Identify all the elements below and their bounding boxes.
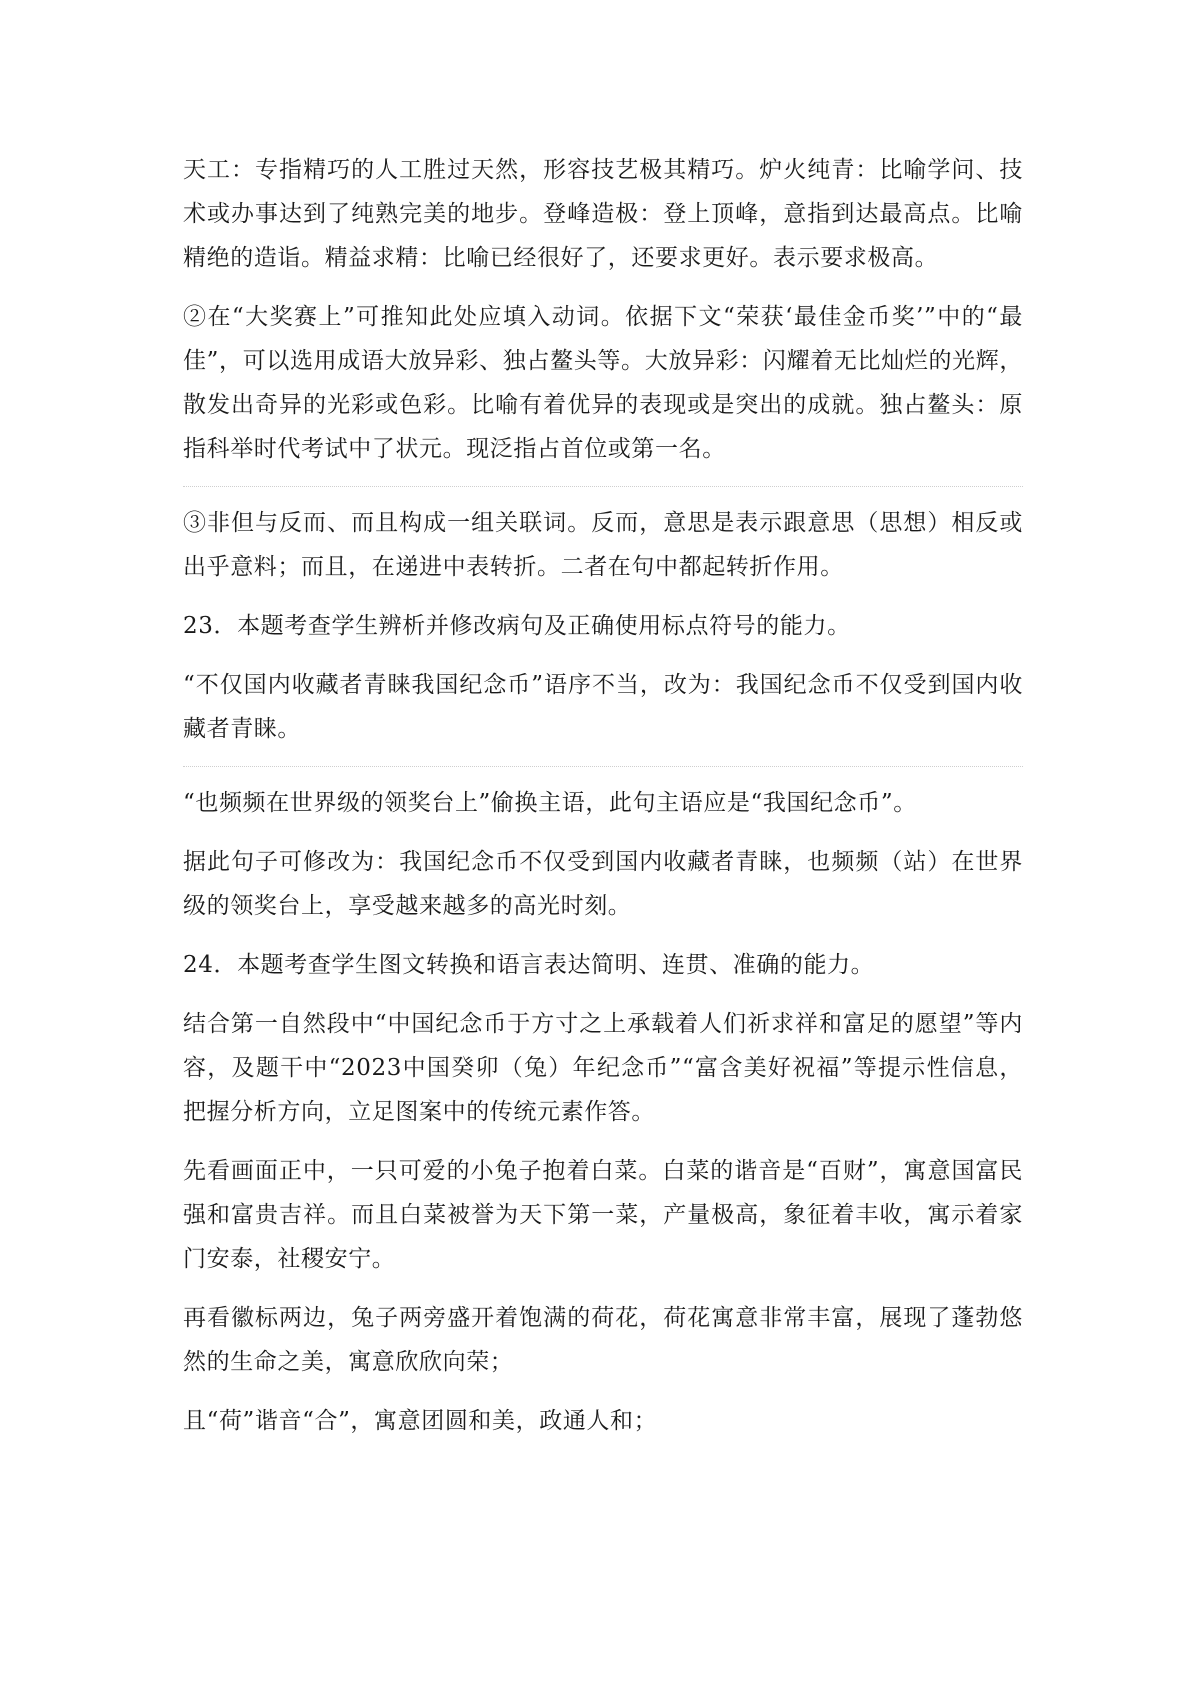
paragraph-definitions: 天工：专指精巧的人工胜过天然，形容技艺极其精巧。炉火纯青：比喻学问、技术或办事达到了纯熟完美的地步。登峰造极：登上顶峰，意指到达最高点。比喻精绝的造诣。精益求精：比喻已经很好了，还要求更好。表示要求极高。 — [183, 157, 1023, 271]
paragraph-q23-fix-2: “也频频在世界级的领奖台上”偷换主语，此句主语应是“我国纪念币”。 — [183, 790, 917, 816]
paragraph-item-2: ②在“大奖赛上”可推知此处应填入动词。依据下文“荣获‘最佳金币奖’”中的“最佳”，可以选用成语大放异彩、独占鳌头等。大放异彩：闪耀着无比灿烂的光辉，散发出奇异的光彩或色彩。比喻有着优异的表现或是突出的成就。独占鳌头：原指科举时代考试中了状元。现泛指占首位或第一名。 — [183, 304, 1023, 462]
paragraph-q24-center: 先看画面正中，一只可爱的小兔子抱着白菜。白菜的谐音是“百财”，寓意国富民强和富贵吉祥。而且白菜被誉为天下第一菜，产量极高，象征着丰收，寓示着家门安泰，社稷安宁。 — [183, 1158, 1023, 1272]
divider — [183, 766, 1023, 767]
divider — [183, 486, 1023, 487]
paragraph-q24-lotus: 且“荷”谐音“合”，寓意团圆和美，政通人和； — [183, 1408, 658, 1434]
paragraph-q24-analysis: 结合第一自然段中“中国纪念币于方寸之上承载着人们祈求祥和富足的愿望”等内容，及题干中“2023中国癸卯（兔）年纪念币”“富含美好祝福”等提示性信息，把握分析方向，立足图案中的传统元素作答。 — [183, 1011, 1023, 1125]
paragraph-q24-sides: 再看徽标两边，兔子两旁盛开着饱满的荷花，荷花寓意非常丰富，展现了蓬勃悠然的生命之美，寓意欣欣向荣； — [183, 1305, 1023, 1375]
paragraph-q23-answer: 据此句子可修改为：我国纪念币不仅受到国内收藏者青睐，也频频（站）在世界级的领奖台上，享受越来越多的高光时刻。 — [183, 849, 1023, 919]
paragraph-q24-heading: 24．本题考查学生图文转换和语言表达简明、连贯、准确的能力。 — [183, 952, 875, 978]
document-body — [183, 148, 1023, 1458]
paragraph-q23-fix-1: “不仅国内收藏者青睐我国纪念币”语序不当，改为：我国纪念币不仅受到国内收藏者青睐。 — [183, 672, 1023, 742]
paragraph-item-3: ③非但与反而、而且构成一组关联词。反而，意思是表示跟意思（思想）相反或出乎意料；而且，在递进中表转折。二者在句中都起转折作用。 — [183, 510, 1023, 580]
paragraph-q23-heading: 23．本题考查学生辨析并修改病句及正确使用标点符号的能力。 — [183, 613, 851, 639]
